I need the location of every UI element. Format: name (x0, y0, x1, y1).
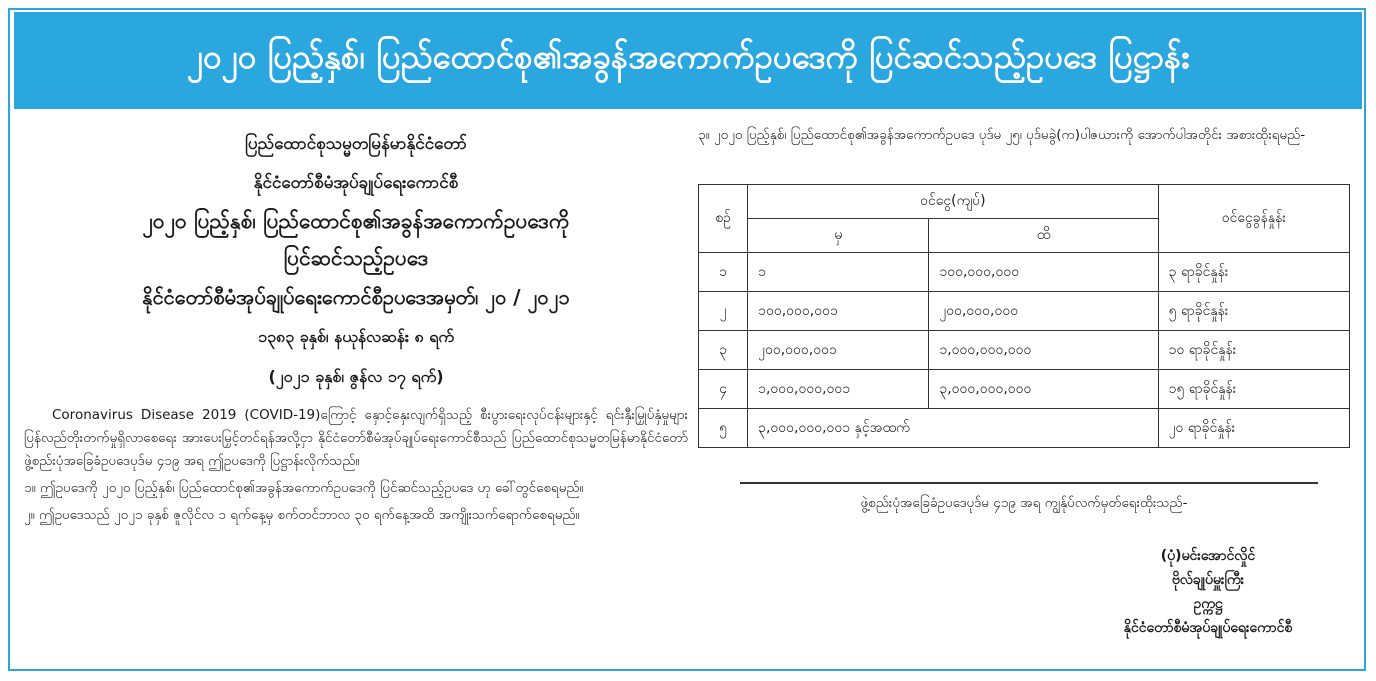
signatory-position: ဥက္ကဋ္ဌ (1193, 596, 1223, 612)
table-header-row (699, 185, 1350, 219)
announcement-banner (14, 12, 1362, 109)
row-from: ၁၀၀,၀၀၀,၀၀၁ (748, 292, 929, 331)
row-to: ၁၀၀,၀၀၀,၀၀၀ (929, 253, 1158, 292)
table-row (699, 253, 1350, 292)
row-to: ၁,၀၀၀,၀၀၀,၀၀၀ (929, 331, 1158, 370)
row-to: ၃,၀၀၀,၀၀၀,၀၀၀ (929, 370, 1158, 409)
row-from-merged: ၃,၀၀၀,၀၀၀,၀၀၁ နှင့်အထက် (748, 409, 1159, 448)
row-from: ၂၀၀,၀၀၀,၀၀၁ (748, 331, 929, 370)
row-rate: ၅ ရာခိုင်နှုန်း (1158, 292, 1349, 331)
row-from: ၁,၀၀၀,၀၀၀,၀၀၁ (748, 370, 929, 409)
authority-council: နိုင်ငံတော်စီမံအုပ်ချုပ်ရေးကောင်စီ (253, 173, 459, 193)
row-rate: ၁၀ ရာခိုင်နှုန်း (1158, 331, 1349, 370)
law-header-and-body (24, 118, 688, 668)
law-title-line1: ၂၀၂၀ ပြည့်နှစ်၊ ပြည်ထောင်စု၏အခွန်အကောက်ဥပဒေကို (142, 209, 570, 233)
law-number: နိုင်ငံတော်စီမံအုပ်ချုပ်ရေးကောင်စီဥပဒေအမှတ်၊ ၂၀ / ၂၀၂၁ (142, 285, 570, 309)
preamble-paragraph: Coronavirus Disease 2019 (COVID-19)ကြောင့် နှောင့်နှေးလျက်ရှိသည့် စီးပွားရေးလုပ်ငန်းများနှင့် ရင်းနှီးမြှုပ်နှံမှုများ ပြန်လည်တိုးတက်မှုရှိလာစေရေး အားပေးမြှင့်တင်ရန်အလို့ငှာ နိုင်ငံတော်စီမံအုပ်ချုပ်ရေးကောင်စီသည် ပြည်ထောင်စုသမ္မတမြန်မာနိုင်ငံတော် ဖွဲ့စည်းပုံအခြေခံဥပဒေပုဒ်မ ၄၁၉ အရ ဤဥပဒေကို ပြဋ္ဌာန်းလိုက်သည်။ (24, 407, 688, 469)
signing-note: ဖွဲ့စည်းပုံအခြေခံဥပဒေပုဒ်မ ၄၁၉ အရ ကျွန်ုပ်လက်မှတ်ရေးထိုးသည်- (860, 495, 1188, 511)
authority-country: ပြည်ထောင်စုသမ္မတမြန်မာနိုင်ငံတော် (245, 134, 467, 154)
signatory-rank: ဗိုလ်ချုပ်မှူးကြီး (1171, 572, 1245, 588)
law-title-line2: ပြင်ဆင်သည့်ဥပဒေ (283, 246, 429, 270)
row-to: ၂၀၀,၀၀၀,၀၀၀ (929, 292, 1158, 331)
table-row (699, 370, 1350, 409)
signatory-council: နိုင်ငံတော်စီမံအုပ်ချုပ်ရေးကောင်စီ (1123, 620, 1293, 636)
row-serial: ၅ (699, 409, 748, 448)
row-serial: ၂ (699, 292, 748, 331)
divider-rule (740, 482, 1318, 484)
header-income: ဝင်ငွေ(ကျပ်) (748, 185, 1159, 219)
row-rate: ၃ ရာခိုင်နှုန်း (1158, 253, 1349, 292)
row-rate: ၂၀ ရာခိုင်နှုန်း (1158, 409, 1349, 448)
table-row (699, 409, 1350, 448)
header-serial: စဉ် (699, 185, 748, 253)
header-from: မှ (748, 219, 929, 253)
row-serial: ၄ (699, 370, 748, 409)
row-rate: ၁၅ ရာခိုင်နှုန်း (1158, 370, 1349, 409)
section-2: ၂။ ဤဥပဒေသည် ၂၀၂၁ ခုနှစ် ဇူလိုင်လ ၁ ရက်နေ့မှ စက်တင်ဘာလ ၃၀ ရက်နေ့အထိ အကျိုးသက်ရောက်စေရမည်။ (24, 507, 580, 523)
amendment-section (698, 124, 1354, 669)
banner-title: ၂၀၂၀ ပြည့်နှစ်၊ ပြည်ထောင်စု၏အခွန်အကောက်ဥပဒေကို ပြင်ဆင်သည့်ဥပဒေ ပြဋ္ဌာန်း (186, 37, 1190, 76)
tax-rate-table (698, 184, 1350, 448)
row-serial: ၁ (699, 253, 748, 292)
table-row (699, 292, 1350, 331)
section-1: ၁။ ဤဥပဒေကို ၂၀၂၀ ပြည့်နှစ်၊ ပြည်ထောင်စု၏အခွန်အကောက်ဥပဒေကို ပြင်ဆင်သည့်ဥပဒေ ဟု ခေါ်တွင်စေရမည်။ (24, 480, 584, 496)
section-3-intro: ၃။ ၂၀၂၀ ပြည့်နှစ်၊ ပြည်ထောင်စု၏အခွန်အကောက်ဥပဒေ ပုဒ်မ ၂၅၊ ပုဒ်မခွဲ(က)ပါဇယားကို အောက်ပါအတိုင်း အစားထိုးရမည်- (698, 127, 1306, 143)
header-tax-rate: ဝင်ငွေခွန်နှုန်း (1158, 185, 1349, 253)
signatory-name: (ပုံ)မင်းအောင်လှိုင် (1160, 548, 1256, 564)
date-myanmar: ၁၃၈၃ ခုနှစ်၊ နယုန်လဆန်း ၈ ရက် (257, 327, 455, 346)
row-from: ၁ (748, 253, 929, 292)
table-row (699, 331, 1350, 370)
row-serial: ၃ (699, 331, 748, 370)
date-gregorian: (၂၀၂၁ ခုနှစ်၊ ဇွန်လ ၁၇ ရက်) (268, 367, 444, 386)
signature-block (1058, 544, 1358, 640)
header-to: ထိ (929, 219, 1158, 253)
